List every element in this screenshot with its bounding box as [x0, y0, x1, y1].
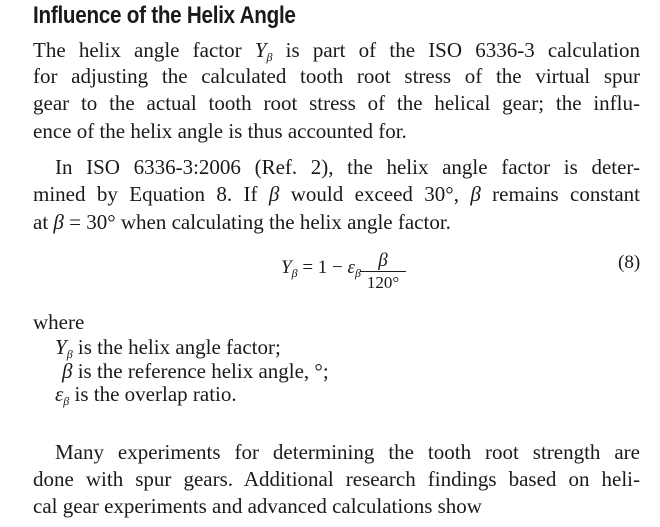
section-heading: Influence of the Helix Angle	[33, 2, 296, 29]
para1-line-1: The helix angle factor $Y_\beta$ is part of the ISO 6336-3 calculation	[33, 38, 641, 64]
fraction-numerator: β	[378, 250, 388, 271]
para1-line-4: ence of the helix angle is thus accounted for.	[33, 119, 407, 143]
para2-line-1: In ISO 6336-3:2006 (Ref. 2), the helix angle factor is deter-	[55, 155, 640, 179]
fraction-denominator: 120°	[366, 273, 400, 292]
para1-line-3: gear to the actual tooth root stress of the helical gear; the influ-	[33, 91, 640, 115]
where-item-overlap-ratio: $\varepsilon_\beta$ is the overlap ratio.	[55, 382, 237, 408]
para2-line-3: at β = 30° when calculating the helix angle factor.	[33, 210, 451, 234]
where-item-helix-angle: β is the reference helix angle, °;	[62, 359, 329, 383]
equation-number: (8)	[618, 252, 641, 273]
para3-line-2: done with spur gears. Additional research findings based on heli-	[33, 467, 640, 491]
para3-line-1: Many experiments for determining the tooth root strength are	[55, 440, 640, 464]
equation-8: $Y_\beta = 1 - \varepsilon_\beta$ β 120°	[281, 257, 361, 279]
para3-line-3: cal gear experiments and advanced calculations show	[33, 494, 482, 518]
para1-line-2: for adjusting the calculated tooth root stress of the virtual spur	[33, 64, 640, 88]
where-label: where	[33, 310, 85, 334]
para2-line-2: mined by Equation 8. If β would exceed 30°, β remains constant	[33, 182, 641, 206]
equation-fraction	[360, 251, 406, 294]
where-item-helix-factor: $Y_\beta$ is the helix angle factor;	[55, 335, 281, 361]
